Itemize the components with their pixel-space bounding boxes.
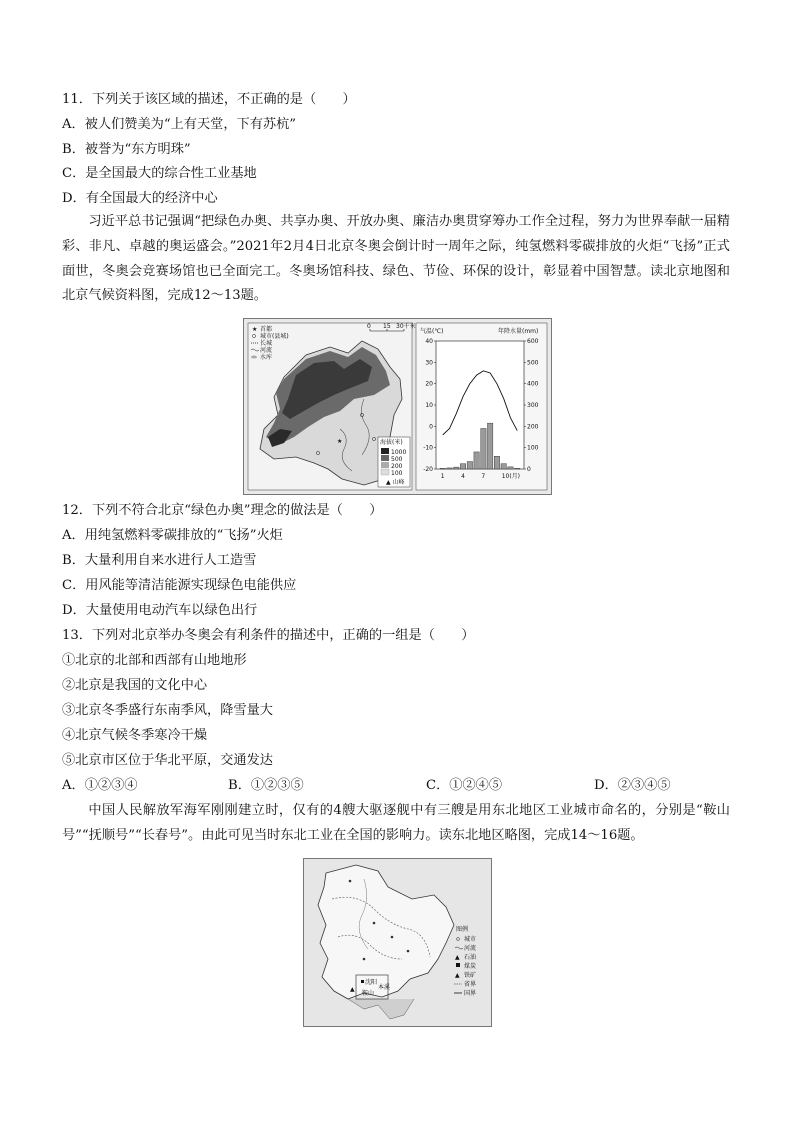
precipitation-bar <box>515 468 520 469</box>
precip-tick-label: 300 <box>527 402 539 409</box>
figure-beijing <box>243 318 552 495</box>
q11-option-c: C．是全国最大的综合性工业基地 <box>62 166 257 181</box>
q13-item-1: ①北京的北部和西部有山地地形 <box>62 653 247 668</box>
svg-text:海拔(米): 海拔(米) <box>380 439 403 446</box>
q13-option-d: D．②③④⑤ <box>594 778 671 793</box>
precipitation-bar <box>501 464 506 469</box>
precipitation-bar <box>454 467 459 469</box>
legend-iron-icon: ▲ <box>455 972 460 979</box>
q13-item-5: ⑤北京市区位于华北平原，交通发达 <box>62 753 273 768</box>
q13-item-3: ③北京冬季盛行东南季风，降雪量大 <box>62 703 273 718</box>
climate-chart <box>420 327 539 480</box>
q13-option-a: A．①②③④ <box>62 778 138 793</box>
legend-reservoir-icon <box>251 356 257 359</box>
svg-text:100: 100 <box>391 470 403 477</box>
svg-text:0: 0 <box>367 323 371 330</box>
svg-text:省界: 省界 <box>464 981 477 988</box>
temp-tick-label: 0 <box>429 423 433 431</box>
legend-coal-icon <box>456 963 460 967</box>
precip-tick-label: 500 <box>527 359 539 367</box>
temp-tick-label: 30 <box>425 359 433 367</box>
svg-text:国界: 国界 <box>464 990 477 997</box>
month-tick-label: 7 <box>481 473 486 480</box>
legend-capital: 首都 <box>260 326 273 333</box>
peak-icon: ▲ 山峰 <box>386 479 405 486</box>
svg-text:30千米: 30千米 <box>396 323 416 330</box>
precip-tick-label: 0 <box>527 466 531 473</box>
q13-item-2: ②北京是我国的文化中心 <box>62 678 208 693</box>
coal-marker-icon <box>361 980 364 983</box>
capital-star-icon: ★ <box>337 438 343 445</box>
precipitation-bar <box>494 456 499 469</box>
oil-marker-icon: ▲ <box>350 986 355 993</box>
q11-stem: 11．下列关于该区域的描述，不正确的是（ ） <box>62 92 356 107</box>
temp-tick-label: -20 <box>423 466 433 473</box>
label-anshan: 鞍山 <box>362 990 375 997</box>
passage-olympics: 习近平总书记强调“把绿色办奥、共享办奥、开放办奥、廉洁办奥贯穿筹办工作全过程，努力为世界奉献一届精彩、非凡、卓越的奥运盛会。”2021年2月4日北京冬奥会倒计时一周年之际，纯氢燃料零碳排放的火炬“飞扬”正式面世，冬奥会竞赛场馆也已全面完工。冬奥场馆科技、绿色、节俭、环保的设计，彰显着中国智慧。读北京地图和北京气候资料图，完成12～13题。 <box>62 214 730 304</box>
temp-tick-label: 40 <box>425 338 433 345</box>
temperature-axis-title: 气温(℃) <box>420 328 444 335</box>
temp-tick-label: -10 <box>423 444 433 452</box>
plot-area <box>436 341 524 469</box>
q12-option-d: D．大量使用电动汽车以绿色出行 <box>62 603 258 618</box>
beijing-figure-svg <box>244 319 551 494</box>
label-benxi: 本溪 <box>378 984 391 991</box>
svg-text:200: 200 <box>391 463 403 470</box>
legend-oil-icon: ▲ <box>455 954 460 961</box>
svg-text:石油: 石油 <box>464 954 477 961</box>
precipitation-bar <box>487 423 492 469</box>
q11-option-b: B．被誉为“东方明珠” <box>62 142 191 157</box>
temp-tick-label: 20 <box>425 380 433 388</box>
svg-text:铁矿: 铁矿 <box>464 972 477 979</box>
precipitation-bar <box>474 452 479 469</box>
q12-option-a: A．用纯氢燃料零碳排放的“飞扬”火炬 <box>62 528 283 543</box>
passage-northeast: 中国人民解放军海军刚刚建立时，仅有的4艘大驱逐舰中有三艘是用东北地区工业城市命名的，分别是“鞍山号”“抚顺号”“长春号”。由此可见当时东北工业在全国的影响力。读东北地区略图，完成14～16题。 <box>62 803 730 843</box>
precip-tick-label: 600 <box>527 338 539 345</box>
precip-tick-label: 100 <box>527 444 539 452</box>
figure-northeast <box>303 858 492 1027</box>
q11-option-a: A．被人们赞美为“上有天堂，下有苏杭” <box>62 117 297 132</box>
legend-wall: 长城 <box>260 340 273 347</box>
q11-option-d: D．有全国最大的经济中心 <box>62 191 218 206</box>
precip-tick-label: 200 <box>527 423 539 431</box>
precipitation-bar <box>440 468 445 469</box>
month-tick-label: 1 <box>440 473 445 480</box>
temp-tick-label: 10 <box>425 402 433 409</box>
q13-option-c: C．①②④⑤ <box>426 778 503 793</box>
legend-river: 河流 <box>260 347 273 354</box>
q12-option-b: B．大量利用自来水进行人工造雪 <box>62 553 257 568</box>
precipitation-bar <box>508 467 513 469</box>
legend-reservoir: 水库 <box>260 354 273 361</box>
label-shenyang: 沈阳 <box>365 979 378 986</box>
precipitation-bar <box>467 462 472 469</box>
legend-star-icon: ★ <box>252 326 258 333</box>
month-tick-label: 10(月) <box>501 473 521 480</box>
svg-text:城市: 城市 <box>464 936 477 943</box>
q13-item-4: ④北京气候冬季寒冷干燥 <box>62 728 208 743</box>
elevation-legend <box>378 437 410 487</box>
precip-tick-label: 400 <box>527 380 539 388</box>
precipitation-bar <box>447 468 452 469</box>
svg-text:15: 15 <box>383 323 391 330</box>
svg-text:1000: 1000 <box>391 449 407 456</box>
q12-stem: 12．下列不符合北京“绿色办奥”理念的做法是（ ） <box>62 503 383 518</box>
precipitation-axis-title: 年降水量(mm) <box>498 328 539 335</box>
svg-text:500: 500 <box>391 456 403 463</box>
precipitation-bar <box>481 428 486 469</box>
precipitation-bar <box>460 464 465 469</box>
legend-title: 图例 <box>456 926 469 933</box>
q12-option-c: C．用风能等清洁能源实现绿色电能供应 <box>62 578 297 593</box>
q13-stem: 13．下列对北京举办冬奥会有利条件的描述中，正确的一组是（ ） <box>62 628 475 643</box>
legend-city: 城市(县城) <box>260 333 289 340</box>
svg-text:煤炭: 煤炭 <box>464 963 477 970</box>
svg-text:河流: 河流 <box>464 945 477 952</box>
month-tick-label: 4 <box>461 473 465 480</box>
q13-option-b: B．①②③⑤ <box>228 778 304 793</box>
northeast-figure-svg <box>304 859 491 1026</box>
